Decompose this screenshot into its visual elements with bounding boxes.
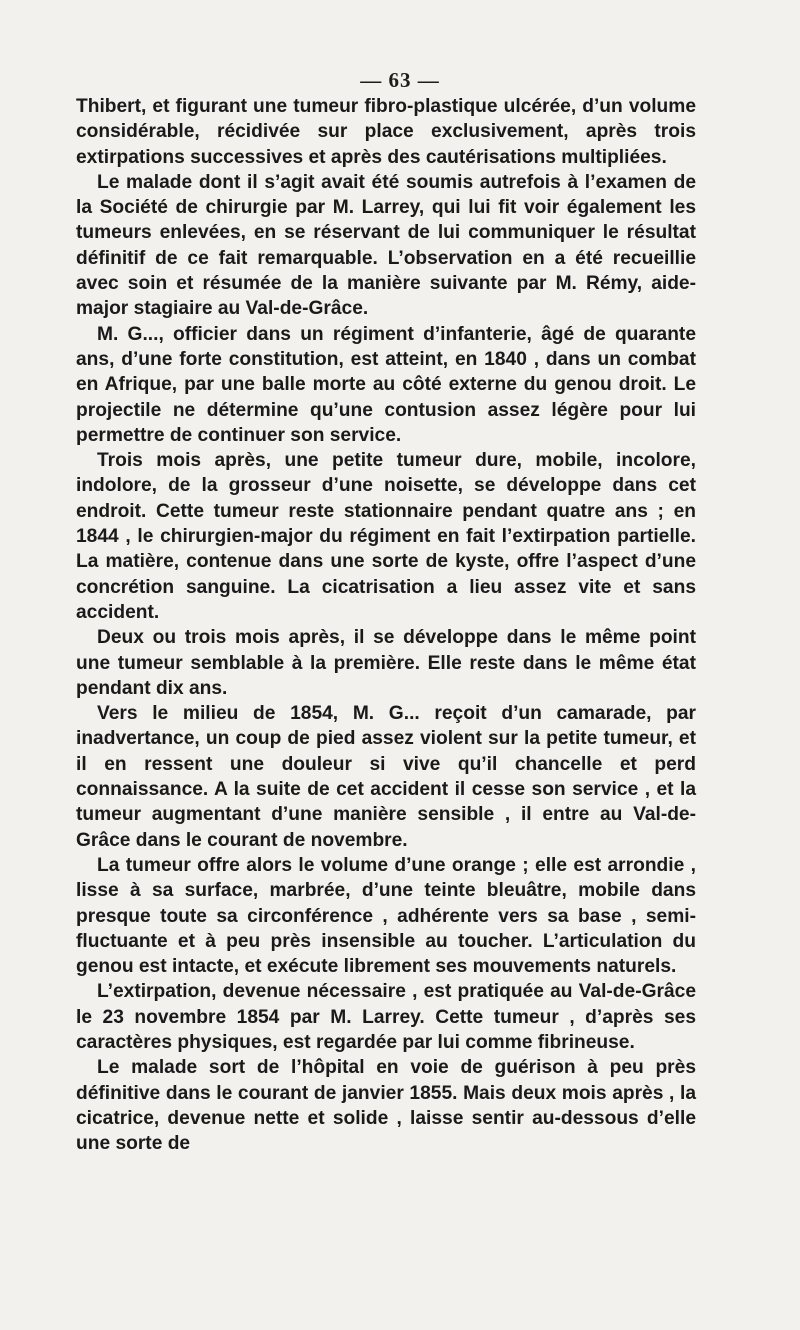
paragraph-6: Vers le milieu de 1854, M. G... reçoit d’un camarade, par inadvertance, un coup de pied assez violent sur la petite tumeur, et il en ressent une douleur si vive qu’il chancelle et perd connaissance. A la suite de cet accident il cesse son service , et la tumeur augmentant d’une manière sensible , il entre au Val-de-Grâce dans le courant de novembre. [76,703,696,851]
paragraph-8: L’extirpation, devenue nécessaire , est pratiquée au Val-de-Grâce le 23 novembre 1854 par M. Larrey. Cette tumeur , d’après ses caractères physiques, est regardée par lui comme fibrineuse. [76,981,696,1053]
body-text [76,94,696,1156]
page-number: — 63 — [360,68,440,92]
paragraph-1: Thibert, et figurant une tumeur fibro-plastique ulcérée, d’un volume considérable, récidivée sur place exclusivement, après trois extirpations successives et après des cautérisations multipliées. [76,96,696,168]
paragraph-9: Le malade sort de l’hôpital en voie de guérison à peu près définitive dans le courant de janvier 1855. Mais deux mois après , la cicatrice, devenue nette et solide , laisse sentir au-dessous d’elle une sorte de [76,1057,696,1155]
paragraph-4: Trois mois après, une petite tumeur dure, mobile, incolore, indolore, de la grosseur d’une noisette, se développe dans cet endroit. Cette tumeur reste stationnaire pendant quatre ans ; en 1844 , le chirurgien-major du régiment en fait l’extirpation partielle. La matière, contenue dans une sorte de kyste, offre l’aspect d’une concrétion sanguine. La cicatrisation a lieu assez vite et sans accident. [76,450,696,623]
paragraph-2: Le malade dont il s’agit avait été soumis autrefois à l’examen de la Société de chirurgie par M. Larrey, qui lui fit voir également les tumeurs enlevées, en se réservant de lui communiquer le résultat définitif de ce fait remarquable. L’observation en a été recueillie avec soin et résumée de la manière suivante par M. Rémy, aide-major stagiaire au Val-de-Grâce. [76,171,696,320]
paragraph-7: La tumeur offre alors le volume d’une orange ; elle est arrondie , lisse à sa surface, marbrée, d’une teinte bleuâtre, mobile dans presque toute sa circonférence , adhérente vers sa base , semi-fluctuante et à peu près insensible au toucher. L’articulation du genou est intacte, et exécute librement ses mouvements naturels. [76,854,696,978]
paragraph-3: M. G..., officier dans un régiment d’infanterie, âgé de quarante ans, d’une forte constitution, est atteint, en 1840 , dans un combat en Afrique, par une balle morte au côté externe du genou droit. Le projectile ne détermine qu’une contusion assez légère pour lui permettre de continuer son service. [76,323,696,446]
paragraph-5: Deux ou trois mois après, il se développe dans le même point une tumeur semblable à la première. Elle reste dans le même état pendant dix ans. [76,627,696,699]
